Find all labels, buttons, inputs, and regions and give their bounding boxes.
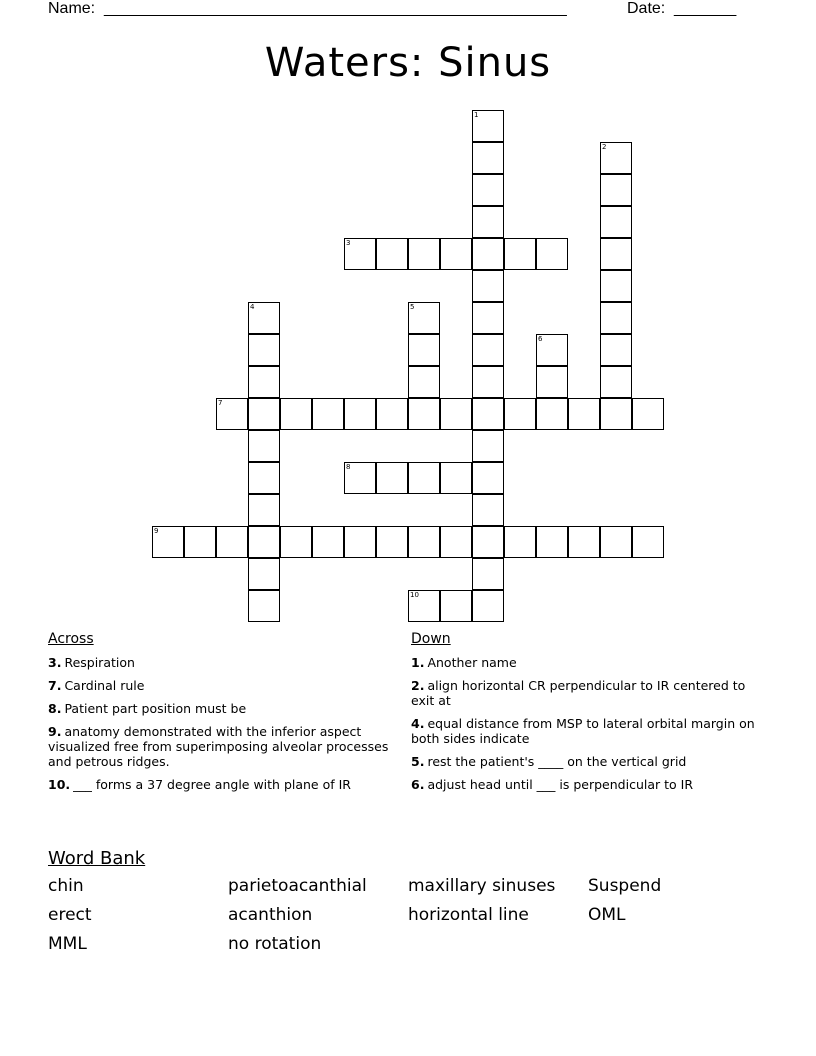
crossword-cell[interactable] bbox=[440, 238, 472, 270]
crossword-cell[interactable] bbox=[472, 334, 504, 366]
crossword-cell[interactable] bbox=[472, 270, 504, 302]
crossword-cell[interactable] bbox=[408, 590, 440, 622]
cell-clue-number: 3 bbox=[346, 239, 351, 247]
across-clue bbox=[48, 701, 393, 716]
crossword-cell[interactable] bbox=[504, 398, 536, 430]
clue-text: equal distance from MSP to lateral orbital margin on both sides indicate bbox=[411, 716, 755, 746]
crossword-cell[interactable] bbox=[600, 270, 632, 302]
crossword-cell[interactable] bbox=[344, 462, 376, 494]
cell-clue-number: 9 bbox=[154, 527, 159, 535]
date-label: Date: bbox=[627, 0, 666, 17]
clue-number: 7. bbox=[48, 678, 62, 693]
crossword-cell[interactable] bbox=[504, 526, 536, 558]
down-clue bbox=[411, 716, 761, 746]
cell-clue-number: 1 bbox=[474, 111, 479, 119]
across-clue bbox=[48, 777, 393, 792]
cell-clue-number: 5 bbox=[410, 303, 415, 311]
crossword-cell[interactable] bbox=[408, 366, 440, 398]
crossword-cell[interactable] bbox=[504, 238, 536, 270]
word-bank-item: parietoacanthial bbox=[228, 876, 367, 896]
crossword-cell[interactable] bbox=[248, 430, 280, 462]
crossword-cell[interactable] bbox=[248, 334, 280, 366]
crossword-cell[interactable] bbox=[248, 366, 280, 398]
down-clue bbox=[411, 754, 761, 769]
clue-number: 6. bbox=[411, 777, 425, 792]
crossword-cell[interactable] bbox=[472, 462, 504, 494]
down-clue bbox=[411, 777, 761, 792]
cell-clue-number: 6 bbox=[538, 335, 543, 343]
down-clue bbox=[411, 655, 761, 670]
clue-number: 3. bbox=[48, 655, 62, 670]
across-heading: Across bbox=[48, 631, 94, 647]
crossword-cell[interactable] bbox=[440, 590, 472, 622]
cell-clue-number: 8 bbox=[346, 463, 351, 471]
crossword-cell[interactable] bbox=[408, 398, 440, 430]
crossword-cell[interactable] bbox=[472, 590, 504, 622]
crossword-cell[interactable] bbox=[472, 142, 504, 174]
word-bank-item: chin bbox=[48, 876, 84, 896]
clue-number: 4. bbox=[411, 716, 425, 731]
name-label: Name: bbox=[48, 0, 96, 17]
crossword-cell[interactable] bbox=[472, 110, 504, 142]
crossword-cell[interactable] bbox=[248, 558, 280, 590]
across-clue bbox=[48, 655, 393, 670]
clue-text: Respiration bbox=[64, 655, 135, 670]
clue-text: Another name bbox=[427, 655, 517, 670]
crossword-cell[interactable] bbox=[216, 526, 248, 558]
crossword-cell[interactable] bbox=[216, 398, 248, 430]
down-heading: Down bbox=[411, 631, 451, 647]
crossword-cell[interactable] bbox=[344, 526, 376, 558]
clue-text: adjust head until ___ is perpendicular to IR bbox=[427, 777, 694, 792]
crossword-cell[interactable] bbox=[472, 238, 504, 270]
crossword-cell[interactable] bbox=[376, 398, 408, 430]
crossword-cell[interactable] bbox=[600, 238, 632, 270]
crossword-cell[interactable] bbox=[376, 238, 408, 270]
crossword-cell[interactable] bbox=[408, 462, 440, 494]
crossword-cell[interactable] bbox=[600, 174, 632, 206]
crossword-cell[interactable] bbox=[408, 526, 440, 558]
crossword-cell[interactable] bbox=[600, 302, 632, 334]
crossword-cell[interactable] bbox=[600, 526, 632, 558]
down-clue-list bbox=[411, 655, 761, 800]
crossword-cell[interactable] bbox=[440, 526, 472, 558]
crossword-cell[interactable] bbox=[568, 526, 600, 558]
word-bank-item: acanthion bbox=[228, 905, 313, 925]
crossword-cell[interactable] bbox=[472, 526, 504, 558]
crossword-cell[interactable] bbox=[408, 238, 440, 270]
word-bank-title: Word Bank bbox=[48, 848, 146, 869]
word-bank-item: erect bbox=[48, 905, 92, 925]
crossword-cell[interactable] bbox=[280, 398, 312, 430]
clue-number: 5. bbox=[411, 754, 425, 769]
clue-text: Patient part position must be bbox=[64, 701, 247, 716]
crossword-cell[interactable] bbox=[408, 302, 440, 334]
crossword-cell[interactable] bbox=[440, 398, 472, 430]
crossword-cell[interactable] bbox=[440, 462, 472, 494]
cell-clue-number: 7 bbox=[218, 399, 223, 407]
clue-number: 9. bbox=[48, 724, 62, 739]
crossword-cell[interactable] bbox=[536, 334, 568, 366]
crossword-cell[interactable] bbox=[536, 526, 568, 558]
cell-clue-number: 10 bbox=[410, 591, 419, 599]
crossword-cell[interactable] bbox=[248, 462, 280, 494]
crossword-cell[interactable] bbox=[248, 302, 280, 334]
across-clue-list bbox=[48, 655, 393, 800]
clue-number: 2. bbox=[411, 678, 425, 693]
cell-clue-number: 2 bbox=[602, 143, 607, 151]
crossword-cell[interactable] bbox=[600, 366, 632, 398]
crossword-cell[interactable] bbox=[536, 398, 568, 430]
date-field[interactable]: _______ bbox=[674, 0, 737, 17]
crossword-cell[interactable] bbox=[472, 398, 504, 430]
crossword-cell[interactable] bbox=[600, 142, 632, 174]
down-clue bbox=[411, 678, 761, 708]
crossword-cell[interactable] bbox=[184, 526, 216, 558]
crossword-cell[interactable] bbox=[280, 526, 312, 558]
word-bank-item: MML bbox=[48, 934, 87, 954]
clue-text: rest the patient's ____ on the vertical grid bbox=[427, 754, 687, 769]
crossword-cell[interactable] bbox=[152, 526, 184, 558]
crossword-cell[interactable] bbox=[632, 526, 664, 558]
word-bank bbox=[48, 876, 748, 966]
crossword-cell[interactable] bbox=[408, 334, 440, 366]
crossword-cell[interactable] bbox=[568, 398, 600, 430]
clue-number: 10. bbox=[48, 777, 71, 792]
clue-text: Cardinal rule bbox=[64, 678, 145, 693]
word-bank-item: Suspend bbox=[588, 876, 662, 896]
crossword-cell[interactable] bbox=[312, 398, 344, 430]
crossword-cell[interactable] bbox=[472, 174, 504, 206]
name-field[interactable]: ____________________________________________________ bbox=[104, 0, 567, 17]
across-clue bbox=[48, 724, 393, 769]
crossword-cell[interactable] bbox=[472, 206, 504, 238]
crossword-cell[interactable] bbox=[472, 430, 504, 462]
clue-number: 8. bbox=[48, 701, 62, 716]
crossword-cell[interactable] bbox=[632, 398, 664, 430]
word-bank-item: maxillary sinuses bbox=[408, 876, 556, 896]
crossword-cell[interactable] bbox=[472, 366, 504, 398]
clue-text: align horizontal CR perpendicular to IR centered to exit at bbox=[411, 678, 746, 708]
word-bank-item: no rotation bbox=[228, 934, 322, 954]
crossword-cell[interactable] bbox=[312, 526, 344, 558]
crossword-cell[interactable] bbox=[248, 526, 280, 558]
crossword-cell[interactable] bbox=[248, 590, 280, 622]
across-clue bbox=[48, 678, 393, 693]
crossword-cell[interactable] bbox=[600, 206, 632, 238]
cell-clue-number: 4 bbox=[250, 303, 255, 311]
crossword-cell[interactable] bbox=[536, 238, 568, 270]
clue-text: ___ forms a 37 degree angle with plane of IR bbox=[73, 777, 351, 792]
word-bank-item: OML bbox=[588, 905, 626, 925]
crossword-cell[interactable] bbox=[600, 398, 632, 430]
crossword-cell[interactable] bbox=[248, 494, 280, 526]
crossword-cell[interactable] bbox=[344, 398, 376, 430]
clue-text: anatomy demonstrated with the inferior aspect visualized free from superimposing alveolar processes and petrous ridges. bbox=[48, 724, 389, 769]
word-bank-item: horizontal line bbox=[408, 905, 529, 925]
crossword-cell[interactable] bbox=[248, 398, 280, 430]
crossword-cell[interactable] bbox=[376, 462, 408, 494]
crossword-cell[interactable] bbox=[472, 558, 504, 590]
page-title: Waters: Sinus bbox=[264, 40, 552, 86]
crossword-cell[interactable] bbox=[344, 238, 376, 270]
crossword-cell[interactable] bbox=[600, 334, 632, 366]
crossword-cell[interactable] bbox=[472, 494, 504, 526]
crossword-cell[interactable] bbox=[472, 302, 504, 334]
crossword-cell[interactable] bbox=[376, 526, 408, 558]
crossword-cell[interactable] bbox=[536, 366, 568, 398]
clue-number: 1. bbox=[411, 655, 425, 670]
